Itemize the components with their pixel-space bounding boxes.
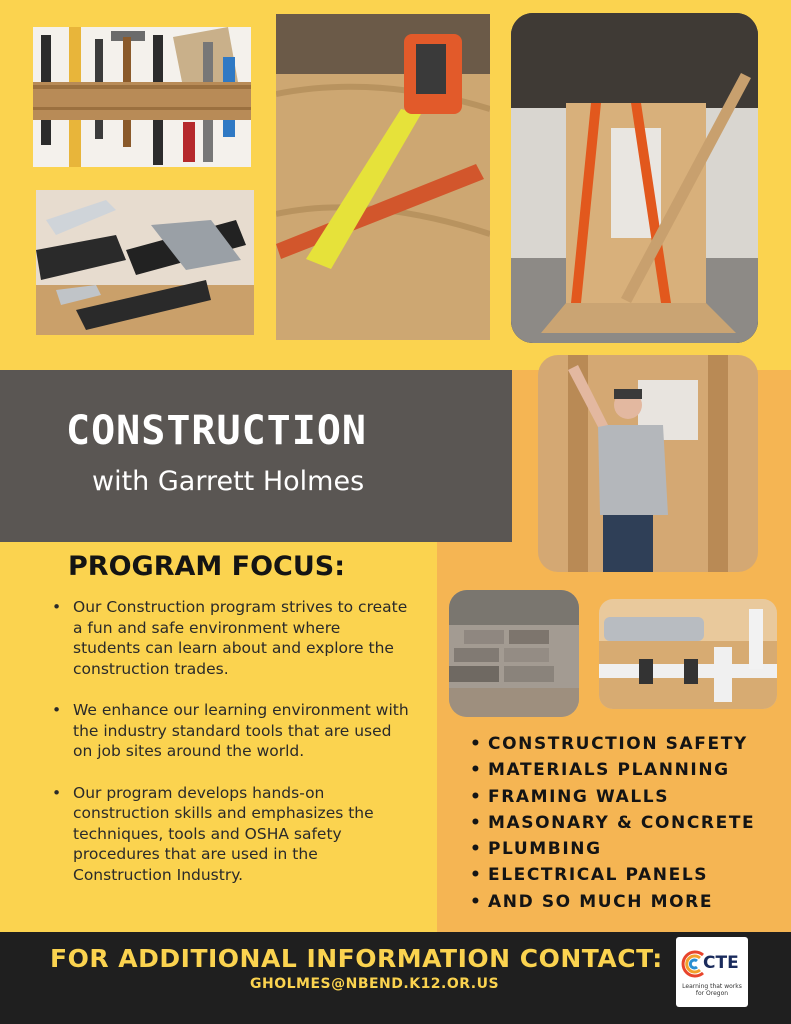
page-subtitle: with Garrett Holmes xyxy=(92,466,365,497)
topic-label: CONSTRUCTION SAFETY xyxy=(488,734,748,754)
logo-wordmark: CTE xyxy=(703,953,739,973)
hand-tools-photo xyxy=(36,190,254,335)
instructor-photo xyxy=(538,355,758,572)
topic-item: • CONSTRUCTION SAFETY xyxy=(470,734,748,754)
topic-item: • FRAMING WALLS xyxy=(470,786,670,807)
topic-item: • MASONARY & CONCRETE xyxy=(470,812,756,833)
topics-list xyxy=(470,731,755,915)
focus-item: • Our program develops hands-on construction skills and emphasizes the techniques, tools and OSHA safety procedures that are used in the Construction Industry. xyxy=(52,783,412,886)
cte-logo xyxy=(676,937,748,1007)
topic-label: PLUMBING xyxy=(488,839,602,860)
title-band xyxy=(0,370,512,542)
tape-measure-photo xyxy=(276,14,490,340)
tools-rack-photo xyxy=(33,27,251,167)
page-title: CONSTRUCTION xyxy=(66,408,367,454)
topic-label: AND SO MUCH MORE xyxy=(488,891,714,912)
program-focus-heading: PROGRAM FOCUS: xyxy=(68,551,346,582)
framing-room-photo xyxy=(511,13,758,343)
program-focus-list xyxy=(52,597,412,906)
masonry-photo xyxy=(449,590,579,717)
topic-label: MASONARY & CONCRETE xyxy=(488,812,756,833)
topic-item: • PLUMBING xyxy=(470,839,602,860)
topic-item: • ELECTRICAL PANELS xyxy=(470,865,709,886)
topic-item: • MATERIALS PLANNING xyxy=(470,760,730,781)
topic-label: ELECTRICAL PANELS xyxy=(488,865,709,886)
focus-item: • Our Construction program strives to create a fun and safe environment where students can learn about and explore the construction trades. xyxy=(52,597,412,679)
topic-item: • AND SO MUCH MORE xyxy=(470,891,714,912)
logo-tagline: Learning that works for Oregon xyxy=(682,983,742,997)
focus-item: • We enhance our learning environment with the industry standard tools that are used on job sites around the world. xyxy=(52,700,412,762)
contact-email-link[interactable]: GHOLMES@NBEND.K12.OR.US xyxy=(250,976,500,992)
topic-label: MATERIALS PLANNING xyxy=(488,760,730,781)
topic-label: FRAMING WALLS xyxy=(488,786,670,807)
contact-heading: FOR ADDITIONAL INFORMATION CONTACT: xyxy=(50,944,663,973)
plumbing-photo xyxy=(599,599,777,709)
